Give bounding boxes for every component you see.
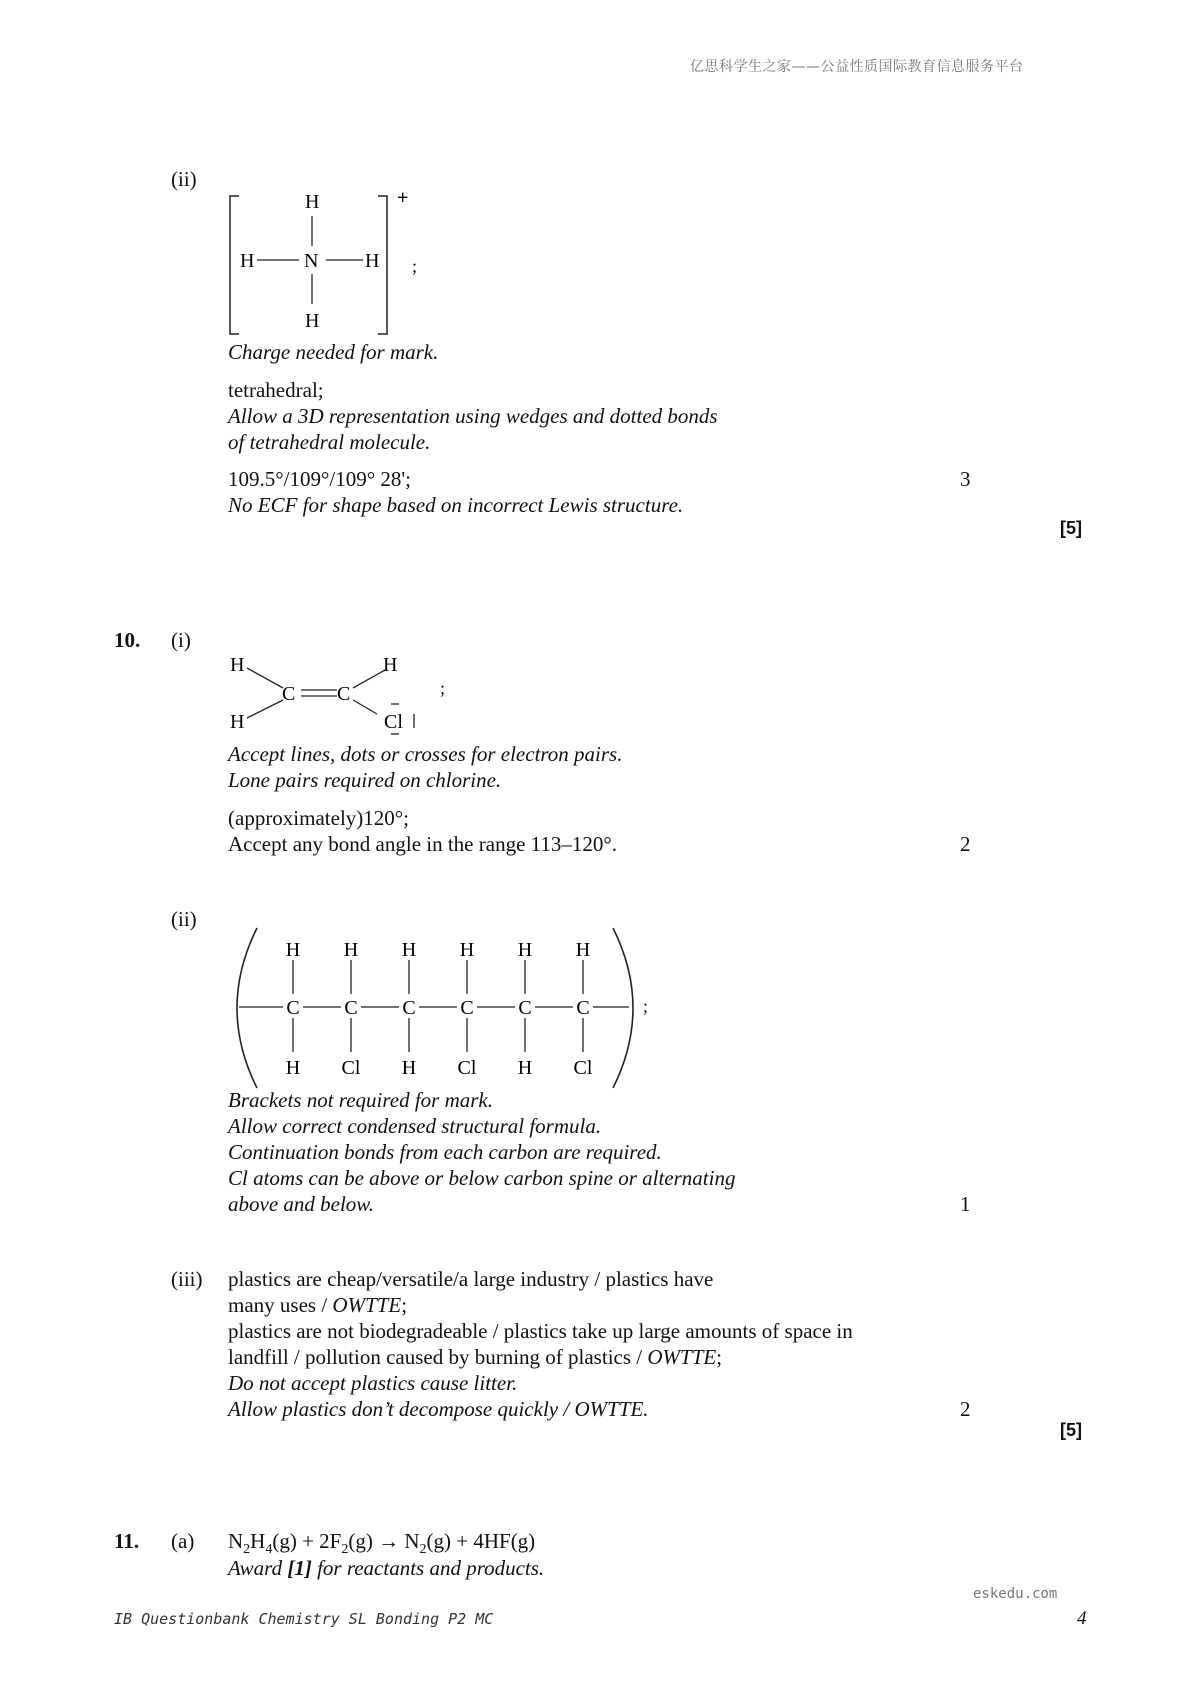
- answer-line: many uses / OWTTE;: [228, 1293, 408, 1317]
- atom-h: H: [230, 654, 245, 676]
- atom-carbon: C: [460, 997, 474, 1019]
- part-label: (a): [171, 1529, 195, 1553]
- total-marks: [5]: [1060, 518, 1082, 538]
- atom-top: H: [575, 939, 591, 961]
- note-ecf: No ECF for shape based on incorrect Lewis structure.: [228, 493, 684, 517]
- atom-n: N: [304, 250, 319, 272]
- atom-top: H: [285, 939, 301, 961]
- atom-carbon: C: [344, 997, 358, 1019]
- note-award: Award [1] for reactants and products.: [228, 1556, 545, 1580]
- atom-carbon: C: [402, 997, 416, 1019]
- chloroethene-structure: [225, 650, 460, 738]
- part-label: (iii): [171, 1267, 203, 1291]
- note-decompose: Allow plastics don’t decompose quickly / OWTTE.: [228, 1397, 649, 1421]
- answer-line: landfill / pollution caused by burning of plastics / OWTTE;: [228, 1345, 723, 1369]
- page-number: 4: [1077, 1608, 1087, 1629]
- atom-cl: Cl: [384, 711, 403, 733]
- total-marks: [5]: [1060, 1420, 1082, 1440]
- site-header: 亿思科学生之家——公益性质国际教育信息服务平台: [690, 59, 1024, 75]
- terminator: ;: [440, 678, 446, 698]
- part-label: (ii): [171, 907, 197, 931]
- note-condensed: Allow correct condensed structural formula.: [228, 1114, 602, 1138]
- atom-h: H: [383, 654, 398, 676]
- atom-top: H: [401, 939, 417, 961]
- marks: 2: [960, 1397, 971, 1421]
- marks: 3: [960, 467, 971, 491]
- atom-bottom: Cl: [457, 1057, 477, 1079]
- note-electron-pairs: Accept lines, dots or crosses for electron pairs.: [228, 742, 623, 766]
- atom-h-right: H: [365, 250, 380, 272]
- note-cl-position-cont: above and below.: [228, 1192, 374, 1216]
- chemical-equation: $N_2H_4(g) + 2F_2(g) \to N_2(g) + 4HF(g)$: [228, 1529, 536, 1558]
- atom-h: H: [230, 711, 245, 733]
- answer-line: plastics are not biodegradeable / plastics take up large amounts of space in: [228, 1319, 853, 1343]
- note-lone-pairs: Lone pairs required on chlorine.: [228, 768, 502, 792]
- atom-carbon: C: [518, 997, 532, 1019]
- watermark: eskedu.com: [973, 1586, 1058, 1602]
- atom-h-bottom: H: [305, 310, 320, 332]
- note-charge: Charge needed for mark.: [228, 340, 439, 364]
- marks: 1: [960, 1192, 971, 1216]
- answer-angle-range: Accept any bond angle in the range 113–120°.: [228, 832, 618, 856]
- question-number: 11.: [114, 1529, 140, 1553]
- atom-carbon: C: [576, 997, 590, 1019]
- terminator: ;: [643, 996, 649, 1016]
- atom-bottom: H: [401, 1057, 417, 1079]
- pvc-polymer-structure: [225, 922, 665, 1094]
- question-number: 10.: [114, 628, 141, 652]
- answer-angle: (approximately)120°;: [228, 806, 410, 830]
- ammonium-lewis-structure: [225, 188, 435, 340]
- atom-bottom: Cl: [341, 1057, 361, 1079]
- atom-bottom: H: [285, 1057, 301, 1079]
- answer-line: plastics are cheap/versatile/a large industry / plastics have: [228, 1267, 714, 1291]
- part-label: (ii): [171, 167, 197, 191]
- atom-top: H: [459, 939, 475, 961]
- atom-h-top: H: [305, 191, 320, 213]
- answer-angle: 109.5°/109°/109° 28';: [228, 467, 411, 491]
- note-3d: Allow a 3D representation using wedges and dotted bonds: [228, 404, 718, 428]
- note-litter: Do not accept plastics cause litter.: [228, 1371, 518, 1395]
- note-3d-cont: of tetrahedral molecule.: [228, 430, 431, 454]
- footer-source: IB Questionbank Chemistry SL Bonding P2 MC: [114, 1610, 494, 1628]
- part-label: (i): [171, 628, 191, 652]
- terminator: ;: [412, 256, 418, 276]
- atom-top: H: [517, 939, 533, 961]
- answer-shape: tetrahedral;: [228, 378, 324, 402]
- charge-sign: +: [397, 188, 409, 209]
- atom-bottom: H: [517, 1057, 533, 1079]
- note-brackets: Brackets not required for mark.: [228, 1088, 493, 1112]
- note-cl-position: Cl atoms can be above or below carbon spine or alternating: [228, 1166, 736, 1190]
- atom-h-left: H: [240, 250, 255, 272]
- atom-c: C: [282, 683, 296, 705]
- atom-bottom: Cl: [573, 1057, 593, 1079]
- marks: 2: [960, 832, 971, 856]
- atom-carbon: C: [286, 997, 300, 1019]
- atom-top: H: [343, 939, 359, 961]
- atom-c: C: [337, 683, 351, 705]
- note-continuation: Continuation bonds from each carbon are required.: [228, 1140, 662, 1164]
